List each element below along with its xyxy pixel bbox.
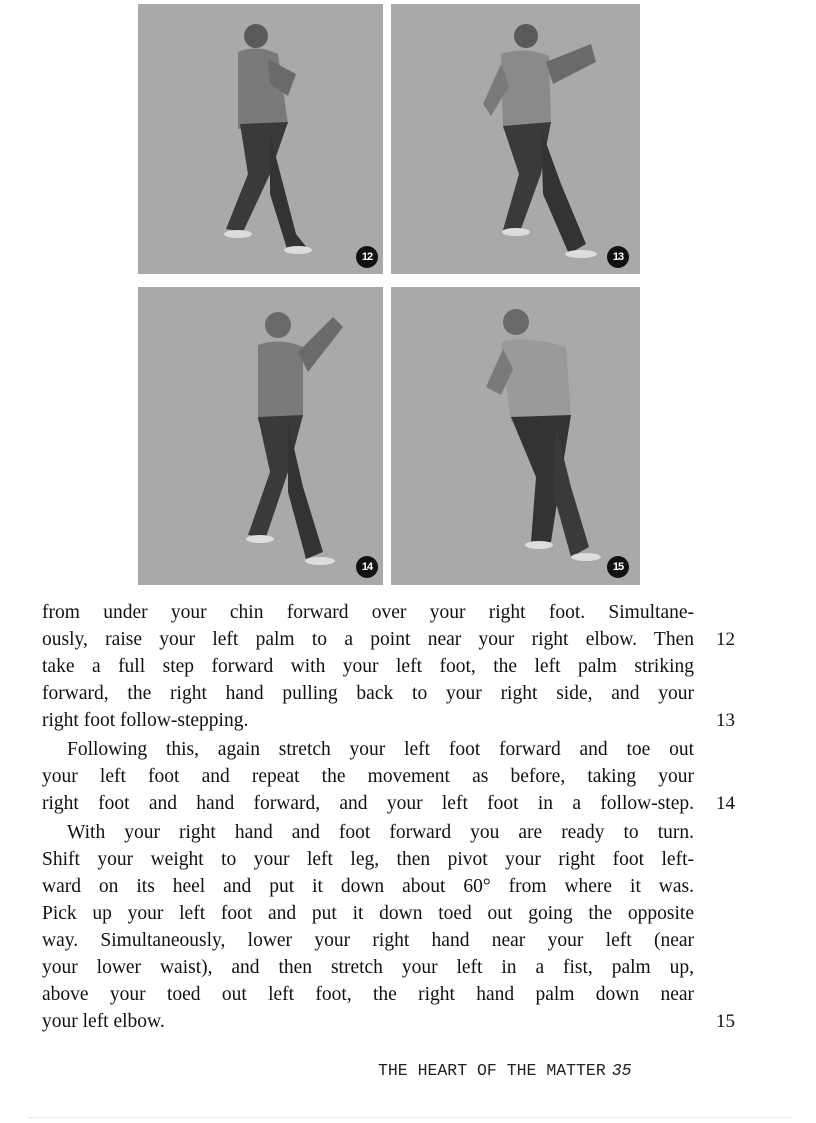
figure-photo-15 [391,287,640,585]
body-text-line: right foot and hand forward, and your left foot in a follow-step. [42,793,694,814]
margin-figure-ref: 15 [716,1011,735,1032]
running-footer [378,1061,694,1080]
page-edge-divider [28,1117,792,1118]
figure-photo-13 [391,4,640,274]
body-text-line: your lower waist), and then stretch your left in a fist, palm up, [42,957,694,978]
figure-12-illustration [138,4,383,274]
figure-number-badge: 12 [356,246,378,268]
body-text-line: Shift your weight to your left leg, then pivot your right foot left- [42,849,694,870]
body-text-line: your left elbow. [42,1011,165,1032]
figure-number-badge: 14 [356,556,378,578]
body-text-line: With your right hand and foot forward you are ready to turn. [67,822,694,843]
body-text-line: above your toed out left foot, the right hand palm down near [42,984,694,1005]
figure-number-badge: 13 [607,246,629,268]
margin-figure-ref: 14 [716,793,735,814]
figure-14-illustration [138,287,383,585]
body-text-line: way. Simultaneously, lower your right hand near your left (near [42,930,694,951]
body-text-line: forward, the right hand pulling back to your right side, and your [42,683,694,704]
body-text-line: ward on its heel and put it down about 60° from where it was. [42,876,694,897]
body-text-line: your left foot and repeat the movement as before, taking your [42,766,694,787]
body-text-line: ously, raise your left palm to a point near your right elbow. Then [42,629,694,650]
figure-13-illustration [391,4,640,274]
figure-photo-14 [138,287,383,585]
figure-photo-12 [138,4,383,274]
body-text-line: from under your chin forward over your right foot. Simultane- [42,602,694,623]
body-text-line: right foot follow-stepping. [42,710,249,731]
body-text-line: Following this, again stretch your left foot forward and toe out [67,739,694,760]
page-number: 35 [611,1061,632,1080]
figure-15-illustration [391,287,640,585]
body-text-line: Pick up your left foot and put it down toed out going the opposite [42,903,694,924]
margin-figure-ref: 13 [716,710,735,731]
body-text-line: take a full step forward with your left foot, the left palm striking [42,656,694,677]
margin-figure-ref: 12 [716,629,735,650]
running-head: THE HEART OF THE MATTER [378,1061,606,1080]
figure-number-badge: 15 [607,556,629,578]
